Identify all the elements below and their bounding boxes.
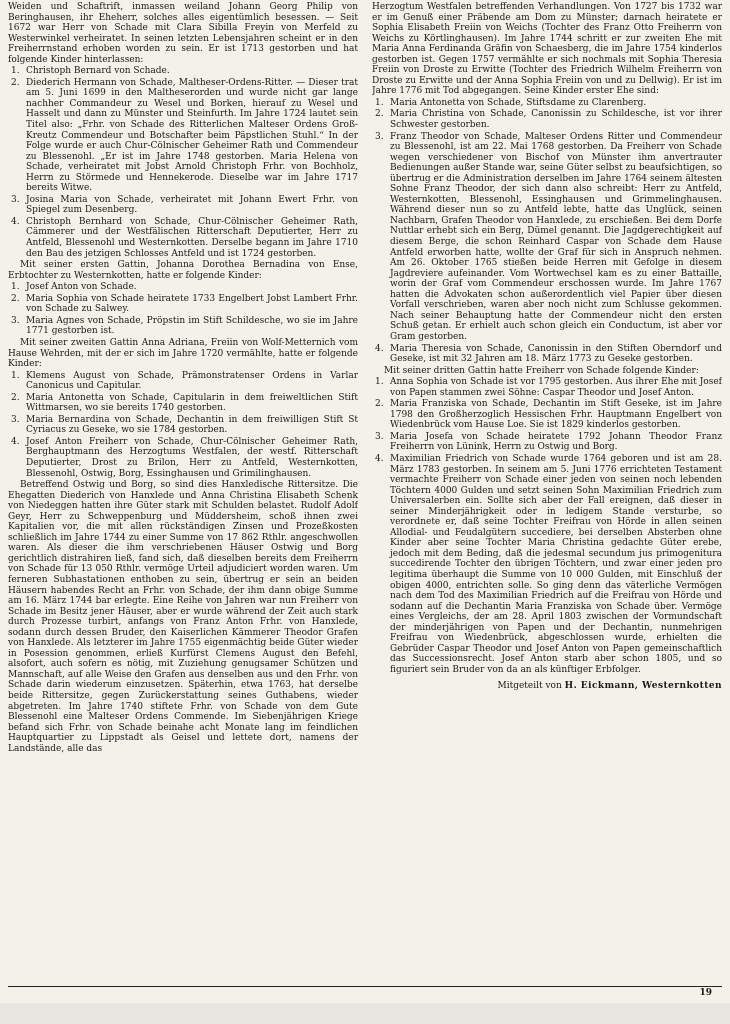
footer-rule xyxy=(8,986,722,997)
left-intro: Weiden und Schaftrift, inmassen weiland Johann Georg Philip von Beringhausen, ihr Eheherr, solches alles eigentümlich besessen. — Seit 1672 war Herr von Schade mit Clara Sibilla Freyin von Merfeld zu Westerwinkel verheiratet. In seinen letzten Lebensjahren scheint er in den Freiherrnstand erhoben worden zu sein. Er ist 1713 gestorben und hat folgende Kinder hinterlassen: xyxy=(8,2,358,65)
left-paragraph-2: Mit seiner ersten Gattin, Johanna Dorothea Bernadina von Ense, Erbtochter zu Westernkotten, hatte er folgende Kinder: xyxy=(8,260,358,281)
right-column xyxy=(372,2,722,977)
list-item: 2. Maria Antonetta von Schade, Capitularin in dem freiweltlichen Stift Wittmarsen, wo sie bereits 1740 gestorben. xyxy=(11,392,358,414)
list-item: 1. Anna Sophia von Schade ist vor 1795 gestorben. Aus ihrer Ehe mit Josef von Papen stammen zwei Söhne: Caspar Theodor und Josef Anton. xyxy=(375,377,722,398)
list-item: 3. Franz Theodor von Schade, Malteser Ordens Ritter und Commendeur zu Blessenohl, ist am 22. Mai 1768 gestorben. Da Freiherr von Schade wegen verschiedener von Bischof von Münster ihm anvertrauter Bedienungen außer Stande war, seine Güter selbst zu beaufsichtigen, so übertrug er die Administration derselben im Jahre 1764 seinem ältesten Sohne Franz Theodor, der sich dann also schreibt: Herr zu Antfeld, Westernkotten, Blessenohl, Essinghausen und Grimmelinghausen. Während dieser nun so zu Antfeld lebte, hatte das Unglück, seinen Nachbarn, Grafen Theodor von Hanxlede, zu erschießen. Bei dem Dorfe Nuttlar erhebt sich ein Berg, Dümel genannt. Die Jagdgerechtigkeit auf diesem Berge, die schon Reinhard Caspar von Schade dem Hause Antfeld erworben hatte, wollte der Graf für sich in Anspruch nehmen. Am 26. Oktober 1765 stießen beide Herren mit Gefolge in diesem Jagdreviere aufeinander. Vom Wortwechsel kam es zu einer Battaille, worin der Graf vom Commendeur erschossen wurde. Im Jahre 1767 hatten die Advokaten schon außerordentlich viel Papier über diesen Vorfall verschrieben, waren aber noch nicht zum Schlusse gekommen. Nach seiner Behauptung hatte der Commendeur nicht den ersten Schuß getan. Er erhielt auch schon gleich ein Conductum, ist aber vor Gram gestorben. xyxy=(375,131,722,342)
page-number: 19 xyxy=(699,988,712,998)
list-item: 3. Maria Josefa von Schade heiratete 1792 Johann Theodor Franz Freiherrn von Lünink, Herrn zu Ostwig und Borg. xyxy=(375,431,722,453)
left-paragraph-3: Mit seiner zweiten Gattin Anna Adriana, Freiin von Wolf-Metternich vom Hause Wehrden, mit der er sich im Jahre 1720 vermählte, hatte er folgende Kinder: xyxy=(8,337,358,370)
left-paragraph-4: Betreffend Ostwig und Borg, so sind dies Hanxledische Rittersitze. Die Ehegatten Diederich von Hanxlede und Anna Christina Elisabeth Schenk von Niedeggen hatten ihre Güter stark mit Schulden belastet. Rudolf Adolf Geyr, Herr zu Schweppenburg und Müddersheim, schoß ihnen zwei Kapitalien vor, die mit allen rückständigen Zinsen und Prozeßkosten schließlich im Jahre 1744 zu einer Summe von 17 862 Rthlr. angeschwollen waren. Als dieser die ihm verschriebenen Häuser Ostwig und Borg gerichtlich distrahiren ließ, fand sich, daß dieselben bereits dem Freiherrn von Schade für 13 050 Rthlr. vermöge Urteil adjudiciert worden waren. Um ferneren Subhastationen enthoben zu sein, übertrug er sein an beiden Häusern habendes Recht an Frhr. von Schade, der ihm dann obige Summe am 16. März 1744 bar erlegte. Eine Reihe von Jahren war nun Freiherr von Schade im Besitz jener Häuser, aber er wurde während der Zeit auch stark durch Prozesse turbirt, anfangs von Franz Anton Frhr. von Hanxlede, sodann durch dessen Bruder, den Kaiserlichen Kämmerer Theodor Grafen von Hanxlede. Als letzterer im Jahre 1755 eigenmächtig beide Güter wieder in Posession genommen, erließ Kurfürst Clemens August den Befehl, alsofort, auch sofern es nötig, mit Zuziehung genugsamer Schützen und Mannschaft, auf alle Weise den Grafen aus denselben aus und den Frhr. von Schade darin wiederum einzusetzen. Späterhin, etwa 1763, hat derselbe beide Rittersitze, gegen Zurückerstattung seines Guthabens, wieder abgetreten. Im Jahre 1740 stiftete Frhr. von Schade von dem Gute Blessenohl eine Malteser Ordens Commende. Im Siebenjährigen Kriege befand sich Frhr. von Schade beinahe acht Monate lang im feindlichen Hauptquartier zu Lippstadt als Geisel und lettete dort, namens der Landstände, alle das xyxy=(8,480,358,754)
author-signature xyxy=(372,681,722,692)
list-item: 3. Maria Bernardina von Schade, Dechantin in dem freiwilligen Stift St Cyriacus zu Geseke, wo sie 1784 gestorben. xyxy=(11,414,358,436)
list-item: 4. Christoph Bernhard von Schade, Chur-Cölnischer Geheimer Rath, Cämmerer und der Westfälischen Ritterschaft Deputierter, Herr zu Antfeld, Blessenohl und Westernkotten. Derselbe begann im Jahre 1710 den Bau des jetzigen Schlosses Antfeld und ist 1724 gestorben. xyxy=(11,216,358,259)
page-bottom-edge xyxy=(0,1003,730,1024)
right-paragraph-2: Mit seiner dritten Gattin hatte Freiherr von Schade folgende Kinder: xyxy=(384,365,699,376)
two-column-layout xyxy=(8,2,722,977)
list-item: 4. Maximilian Friedrich von Schade wurde 1764 geboren und ist am 28. März 1783 gestorben. In seinem am 5. Juni 1776 errichteten Testament vermachte Freiherr von Schade einer jeden von seinen noch lebenden Töchtern 4000 Gulden und setzt seinen Sohn Maximilian Friedrich zum Universalerben ein. Sollte sich aber der Fall ereignen, daß dieser in seiner Minderjährigkeit oder in ledigem Stande versturbe, so verordnete er, daß seine Tochter Freifrau von Hörde in allen seinen Allodial- und Feudalgütern succediere, bei derselben Absterben ohne Kinder aber seine Tochter Maria Christina gedachte Güter erebe, jedoch mit dem Beding, daß die jedesmal secundum jus primogenitura succedirende Tochter den übrigen Töchtern, und zwar einer jeden pro legitima überhaupt die Summe von 10 000 Gulden, mit Einschluß der obigen 4000, entrichten solle. So ging denn das väterliche Vermögen nach dem Tod des Maximilian Friedrich auf die Freifrau von Hörde und sodann auf die Dechantin Maria Franziska von Schade über. Vermöge eines Vergleichs, der am 28. April 1803 zwischen der Vormundschaft der minderjährigen von Papen und der Dechantin, nunmehrigen Freifrau von Wiedenbrück, abgeschlossen wurde, erhielten die Gebrüder Caspar Theodor und Josef Anton von Papen gemeinschaftlich das Successionsrecht. Josef Anton starb aber schon 1805, und so figuriert sein Bruder von da an als künftiger Erbfolger. xyxy=(375,453,722,675)
signature-name: H. Eickmann, Westernkotten xyxy=(564,681,722,692)
list-item: 2. Maria Franziska von Schade, Dechantin im Stift Geseke, ist im Jahre 1798 den Großherzoglich Hessischen Frhr. Hauptmann Engelbert von Wiedenbrück vom Hause Loe. Sie ist 1829 kinderlos gestorben. xyxy=(375,399,722,431)
list-item: 1. Klemens August von Schade, Prämonstratenser Ordens in Varlar Canonicus und Capitular. xyxy=(11,370,358,392)
list-item: 4. Maria Theresia von Schade, Canonissin in den Stiften Oberndorf und Geseke, ist mit 32 Jahren am 18. März 1773 zu Geseke gestorben. xyxy=(375,343,722,365)
right-children-list-2 xyxy=(372,377,722,675)
list-item: 2. Diederich Hermann von Schade, Maltheser-Ordens-Ritter. — Dieser trat am 5. Juni 1699 in den Maltheserorden und wurde nicht gar lange nachher Commandeur zu Wesel und Borken, hierauf zu Wesel und Hasselt und dann zu Münster und Steinfurth. Im Jahre 1724 lautet sein Titel also: „Frhr. von Schade des Ritterlichen Malteser Ordens Groß-Kreutz Commendeur und Botschafter beim Päpstlichen Stuhl.“ In der Folge wurde er auch Chur-Cölnischer Geheimer Rath und Commendeur zu Blessenohl. „Er ist im Jahre 1748 gestorben. Maria Helena von Schade, verheiratet mit Jobst Arnold Christoph Frhr. von Bochholz, Herrn zu Störmede und Hennekerode. Dieselbe war im Jahre 1717 bereits Witwe. xyxy=(11,77,358,194)
left-column xyxy=(8,2,358,977)
list-item: 1. Maria Antonetta von Schade, Stiftsdame zu Clarenberg. xyxy=(375,97,647,108)
right-children-list-1 xyxy=(372,98,722,365)
list-item: 3. Maria Agnes von Schade, Pröpstin im Stift Schildesche, wo sie im Jahre 1771 gestorben ist. xyxy=(11,315,358,337)
list-item: 3. Josina Maria von Schade, verheiratet mit Johann Ewert Frhr. von Spiegel zum Desenberg. xyxy=(11,194,358,216)
list-item: 1. Josef Anton von Schade. xyxy=(11,282,137,293)
left-children-list-1 xyxy=(8,66,358,259)
right-intro: Herzogtum Westfalen betreffenden Verhandlungen. Von 1727 bis 1732 war er im Genuß einer Präbende am Dom zu Münster; darnach heiratete er Sophia Elisabeth Freiin von Weichs (Tochter des Franz Otto Freiherrn von Weichs zu Körtlinghausen). Im Jahre 1744 schritt er zur zweiten Ehe mit Maria Anna Ferdinanda Gräfin von Schaesberg, die im Jahre 1754 kinderlos gestorben ist. Gegen 1757 vermählte er sich nochmals mit Sophia Theresia Freiin von Droste zu Erwitte (Tochter des Friedrich Wilhelm Freiherrn von Droste zu Erwitte und der Anna Sophia Freiin von und zu Dellwig). Er ist im Jahre 1776 mit Tod abgegangen. Seine Kinder erster Ehe sind: xyxy=(372,2,722,97)
list-item: 1. Christoph Bernard von Schade. xyxy=(11,66,170,77)
list-item: 2. Maria Sophia von Schade heiratete 1733 Engelbert Jobst Lambert Frhr. von Schade zu Salwey. xyxy=(11,293,358,315)
left-children-list-3 xyxy=(8,371,358,479)
list-item: 4. Josef Anton Freiherr von Schade, Chur-Cölnischer Geheimer Rath, Berghauptmann des Herzogtums Westfalen, der westf. Ritterschaft Deputierter, Drost zu Brilon, Herr zu Antfeld, Westernkotten, Blessenohl, Ostwig, Borg, Essinghausen und Grimilinghausen. xyxy=(11,436,358,479)
list-item: 2. Maria Christina von Schade, Canonissin zu Schildesche, ist vor ihrer Schwester gestorben. xyxy=(375,109,722,131)
left-children-list-2 xyxy=(8,282,358,337)
signature-prefix: Mitgeteilt von xyxy=(497,681,562,692)
